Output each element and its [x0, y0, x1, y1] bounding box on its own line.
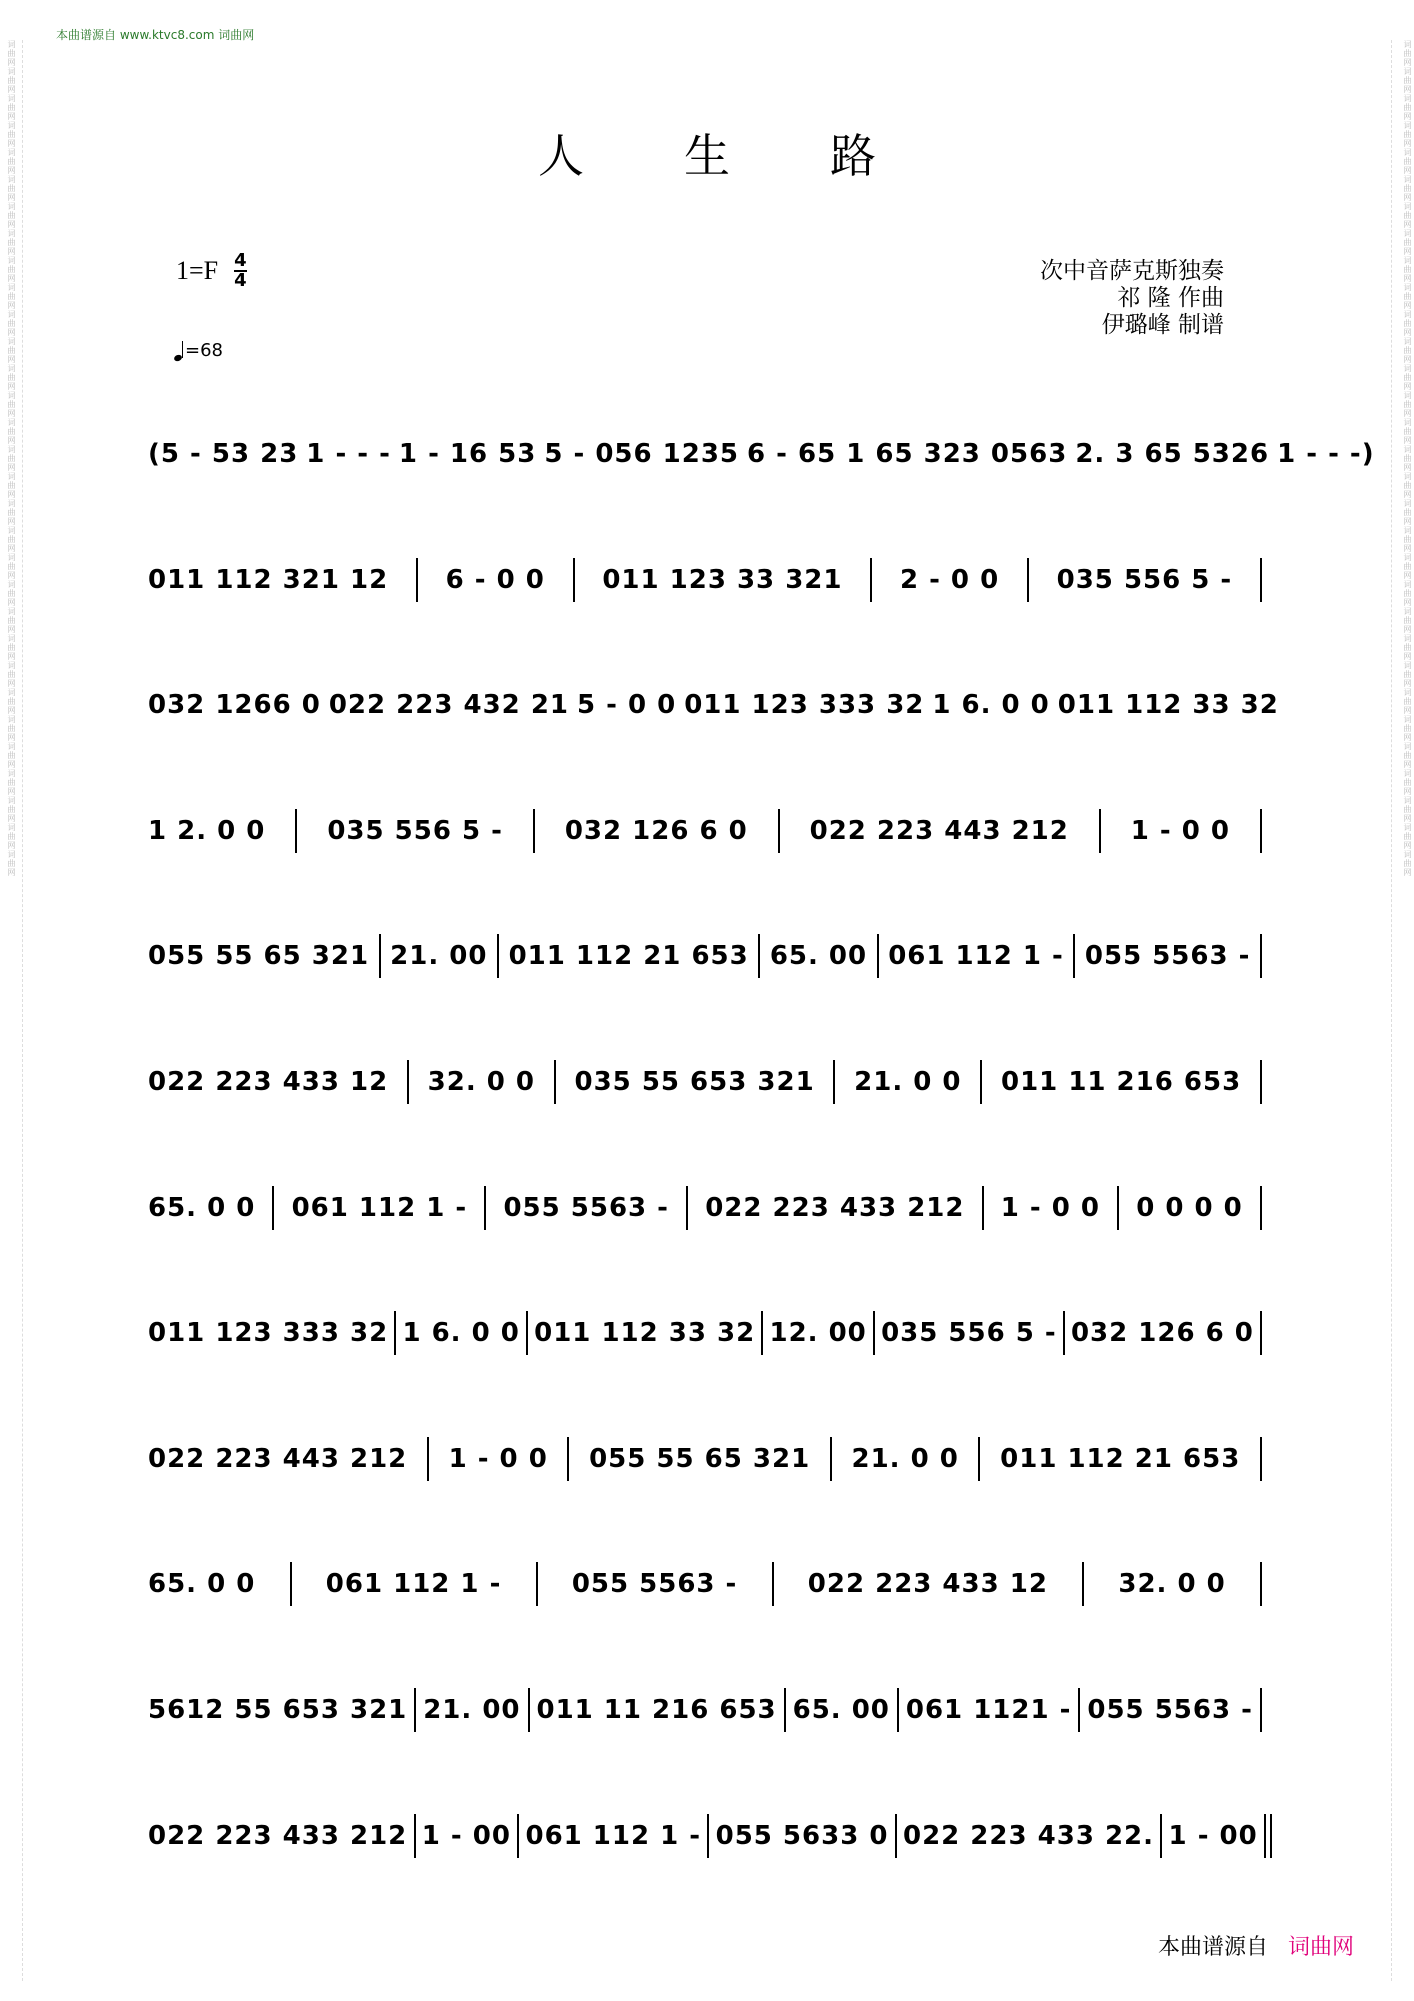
score-line [148, 1806, 1266, 1866]
tempo-marking: =68 [174, 340, 223, 361]
barline [528, 1688, 530, 1732]
measure: 011 112 33 32 [534, 1318, 756, 1349]
score-line-content [148, 1178, 1266, 1238]
barline [784, 1688, 786, 1732]
measure: 5 - 056 1235 [544, 439, 740, 469]
measure: 21. 00 [423, 1695, 521, 1725]
measure: 1 6. 0 0 [932, 690, 1050, 721]
barline [427, 1437, 429, 1481]
measure: 055 5563 - [1087, 1695, 1253, 1725]
score-line [148, 424, 1375, 484]
measure: 1 6. 0 0 [402, 1318, 520, 1349]
score-line-content [148, 926, 1266, 986]
measure: 011 123 333 32 [684, 690, 925, 721]
barline [536, 1562, 538, 1606]
time-signature: $\frac{4}{4}$ [234, 250, 247, 291]
barline [1260, 1186, 1262, 1230]
barline [870, 558, 872, 602]
measure: 055 55 65 321 [148, 941, 370, 972]
score-line [148, 1554, 1266, 1614]
measure: 055 5563 - [503, 1192, 669, 1223]
measure: 032 126 6 0 [1070, 1318, 1254, 1349]
measure: 011 112 21 653 [1000, 1443, 1241, 1474]
source-header: 本曲谱源自 www.ktvc8.com 词曲网 [56, 28, 255, 42]
measure: 061 112 1 - [291, 1192, 468, 1223]
quarter-note-icon [174, 341, 183, 361]
score-line [148, 926, 1266, 986]
measure: 011 123 33 321 [602, 564, 843, 595]
barline [497, 934, 499, 978]
measure: 022 223 433 212 [705, 1192, 965, 1223]
measure: (5 - 53 23 [148, 439, 299, 469]
measure: 1 - - -) [1277, 439, 1375, 469]
measure: 061 112 1 - [525, 1820, 702, 1851]
barline [1260, 1688, 1262, 1732]
barline [567, 1437, 569, 1481]
score-line-content [148, 1806, 1266, 1866]
barline [1099, 809, 1101, 853]
barline [1027, 558, 1029, 602]
measure: 011 112 321 12 [148, 564, 389, 595]
credit-transcriber: 伊璐峰 制谱 [1101, 312, 1224, 338]
barline [1117, 1186, 1119, 1230]
barline [533, 809, 535, 853]
measure: 0 0 0 0 [1136, 1192, 1243, 1223]
barline [895, 1814, 897, 1858]
barline [772, 1562, 774, 1606]
barline [833, 1060, 835, 1104]
score-line-content [148, 424, 1375, 484]
score-line [148, 1680, 1266, 1740]
barline [873, 1311, 875, 1355]
barline [1260, 934, 1262, 978]
barline [416, 558, 418, 602]
score-line [148, 1303, 1266, 1363]
measure: 061 112 1 - [325, 1569, 502, 1600]
barline [778, 809, 780, 853]
barline [830, 1437, 832, 1481]
score-line-content [148, 550, 1266, 610]
measure: 022 223 443 212 [148, 1443, 408, 1474]
barline [414, 1814, 416, 1858]
measure: 032 126 6 0 [564, 815, 748, 846]
score-line [148, 675, 1279, 735]
barline [1260, 1437, 1262, 1481]
barline [686, 1186, 688, 1230]
score-line-content [148, 675, 1279, 735]
score-line [148, 550, 1266, 610]
measure: 055 55 65 321 [589, 1443, 811, 1474]
measure: 061 1121 - [905, 1695, 1072, 1725]
key-label: 1=F [176, 256, 219, 285]
credits [1010, 258, 1224, 339]
barline [517, 1814, 519, 1858]
measure: 1 2. 0 0 [148, 815, 266, 846]
measure: 035 556 5 - [327, 815, 503, 846]
measure: 011 11 216 653 [1001, 1067, 1242, 1097]
barline [573, 558, 575, 602]
barline [484, 1186, 486, 1230]
measure: 5 - 0 0 [577, 690, 677, 721]
barline [1063, 1311, 1065, 1355]
barline [272, 1186, 274, 1230]
barline [290, 1562, 292, 1606]
measure: 022 223 433 22. [902, 1820, 1155, 1851]
measure: 061 112 1 - [888, 941, 1064, 972]
measure: 011 112 33 32 [1057, 690, 1279, 721]
key-signature [176, 252, 247, 290]
barline [1260, 1562, 1262, 1606]
measure: 035 556 5 - [881, 1318, 1057, 1349]
barline [1160, 1814, 1162, 1858]
score-line-content [148, 1429, 1266, 1489]
measure: 65. 00 [769, 941, 868, 972]
credit-instrument: 次中音萨克斯独奏 [1040, 258, 1224, 284]
footer-brand: 词曲网 [1287, 1935, 1354, 1960]
score-line [148, 1178, 1266, 1238]
barline [1260, 1311, 1262, 1355]
measure: 21. 0 0 [854, 1067, 962, 1097]
barline [761, 1311, 763, 1355]
barline [707, 1814, 709, 1858]
score-line-content [148, 1554, 1266, 1614]
barline [877, 934, 879, 978]
measure: 2 - 0 0 [899, 564, 1000, 595]
barline [526, 1311, 528, 1355]
measure: 32. 0 0 [1118, 1569, 1226, 1600]
measure: 1 - 0 0 [1130, 815, 1230, 846]
barline [379, 934, 381, 978]
credit-composer: 祁 隆 作曲 [1117, 285, 1224, 311]
footer-text: 本曲谱源自 [1157, 1935, 1268, 1960]
barline [980, 1060, 982, 1104]
measure: 022 223 433 12 [807, 1569, 1048, 1600]
score-line-content [148, 1052, 1266, 1112]
barline [1073, 934, 1075, 978]
measure: 6 - 65 1 65 323 0563 [747, 439, 1068, 469]
measure: 1 - 00 [1168, 1820, 1258, 1851]
score-line [148, 1052, 1266, 1112]
measure: 65. 0 0 [148, 1192, 256, 1223]
barline [295, 809, 297, 853]
measure: 6 - 0 0 [445, 564, 545, 595]
score-line [148, 1429, 1266, 1489]
measure: 65. 0 0 [148, 1569, 256, 1600]
barline [407, 1060, 409, 1104]
measure: 022 223 432 21 [328, 690, 569, 721]
measure: 5612 55 653 321 [148, 1695, 408, 1725]
score-line [148, 801, 1266, 861]
measure: 21. 0 0 [851, 1443, 959, 1474]
measure: 65. 00 [792, 1695, 890, 1725]
score-line-content [148, 1303, 1266, 1363]
measure: 1 - - - [306, 439, 391, 469]
right-watermark: 词曲网词曲网词曲网词曲网词曲网词曲网词曲网词曲网词曲网词曲网词曲网词曲网词曲网词曲网词曲网词曲网词曲网词曲网词曲网词曲网词曲网词曲网词曲网词曲网词曲网词曲网词曲网词曲网词曲网词曲网词曲网 [1403, 40, 1412, 877]
measure: 032 1266 0 [148, 690, 321, 721]
measure: 011 112 21 653 [508, 941, 749, 972]
measure: 1 - 0 0 [1000, 1192, 1100, 1223]
measure: 1 - 16 53 [398, 439, 537, 469]
left-margin-line [22, 40, 23, 1981]
measure: 21. 00 [390, 941, 488, 972]
measure: 022 223 443 212 [809, 815, 1069, 846]
barline [394, 1311, 396, 1355]
barline [897, 1688, 899, 1732]
final-barline [1264, 1814, 1266, 1858]
measure: 2. 3 65 5326 [1075, 439, 1270, 469]
measure: 055 5563 - [1084, 941, 1251, 972]
score-line-content [148, 801, 1266, 861]
measure: 055 5633 0 [715, 1820, 889, 1851]
measure: 035 556 5 - [1056, 564, 1233, 595]
measure: 022 223 433 212 [148, 1820, 408, 1851]
barline [1260, 558, 1262, 602]
score-line-content [148, 1680, 1266, 1740]
measure: 1 - 0 0 [448, 1443, 548, 1474]
measure: 055 5563 - [571, 1569, 738, 1600]
barline [982, 1186, 984, 1230]
measure: 32. 0 0 [427, 1067, 535, 1097]
barline [414, 1688, 416, 1732]
barline [1082, 1562, 1084, 1606]
measure: 1 - 00 [421, 1820, 511, 1851]
barline [1260, 809, 1262, 853]
barline [978, 1437, 980, 1481]
measure: 011 11 216 653 [536, 1695, 777, 1725]
measure: 011 123 333 32 [148, 1318, 389, 1349]
barline [758, 934, 760, 978]
barline [554, 1060, 556, 1104]
barline [1260, 1060, 1262, 1104]
barline [1078, 1688, 1080, 1732]
measure: 035 55 653 321 [574, 1067, 815, 1097]
footer [1158, 1930, 1354, 1961]
measure: 12. 00 [769, 1318, 867, 1349]
right-margin-line [1391, 40, 1392, 1981]
page-title: 人生路 [538, 129, 976, 183]
measure: 022 223 433 12 [148, 1067, 389, 1097]
left-watermark: 词曲网词曲网词曲网词曲网词曲网词曲网词曲网词曲网词曲网词曲网词曲网词曲网词曲网词曲网词曲网词曲网词曲网词曲网词曲网词曲网词曲网词曲网词曲网词曲网词曲网词曲网词曲网词曲网词曲网词曲网词曲网 [7, 40, 16, 877]
